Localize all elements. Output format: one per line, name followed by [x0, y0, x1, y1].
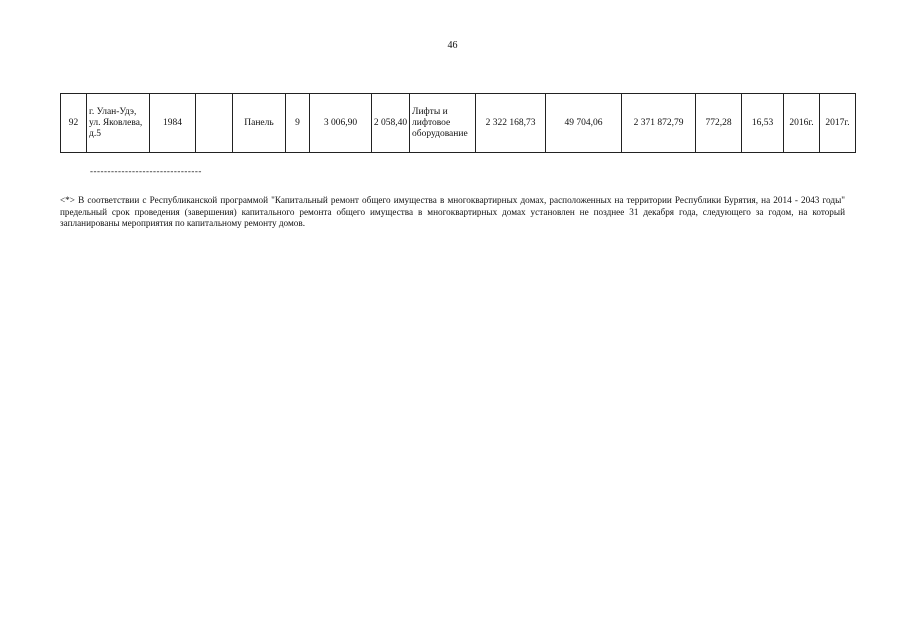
cell-year: 1984 — [150, 94, 196, 153]
footnote-text: <*> В соответствии с Республиканской программой "Капитальный ремонт общего имущества в многоквартирных домах, расположенных на территории Республики Бурятия, на 2014 - 2043 годы" предельный срок проведения (завершения) капитального ремонта общего имущества в многоквартирных домах установлен не позднее 31 декабря года, следующего за годом, на который запланированы мероприятия по капитальному ремонту домов. — [60, 195, 845, 229]
footnote-separator: -------------------------------- — [90, 166, 202, 176]
cell-unit-cost: 772,28 — [696, 94, 742, 153]
page-number: 46 — [447, 40, 458, 51]
table-row — [61, 94, 856, 153]
cell-wall-material: Панель — [233, 94, 286, 153]
cell-unit-limit: 16,53 — [742, 94, 784, 153]
cell-empty — [196, 94, 233, 153]
cell-living-area: 2 058,40 — [372, 94, 410, 153]
cell-number: 92 — [61, 94, 87, 153]
cell-work-type: Лифты и лифтовое оборудование — [410, 94, 476, 153]
cell-start-year: 2016г. — [784, 94, 820, 153]
repair-register-table — [60, 93, 856, 153]
cell-address: г. Улан-Удэ, ул. Яковлева, д.5 — [87, 94, 150, 153]
cell-cost-1: 2 322 168,73 — [476, 94, 546, 153]
cell-total-area: 3 006,90 — [310, 94, 372, 153]
cell-floors: 9 — [286, 94, 310, 153]
cell-cost-2: 49 704,06 — [546, 94, 622, 153]
cell-end-year: 2017г. — [820, 94, 856, 153]
cell-cost-total: 2 371 872,79 — [622, 94, 696, 153]
